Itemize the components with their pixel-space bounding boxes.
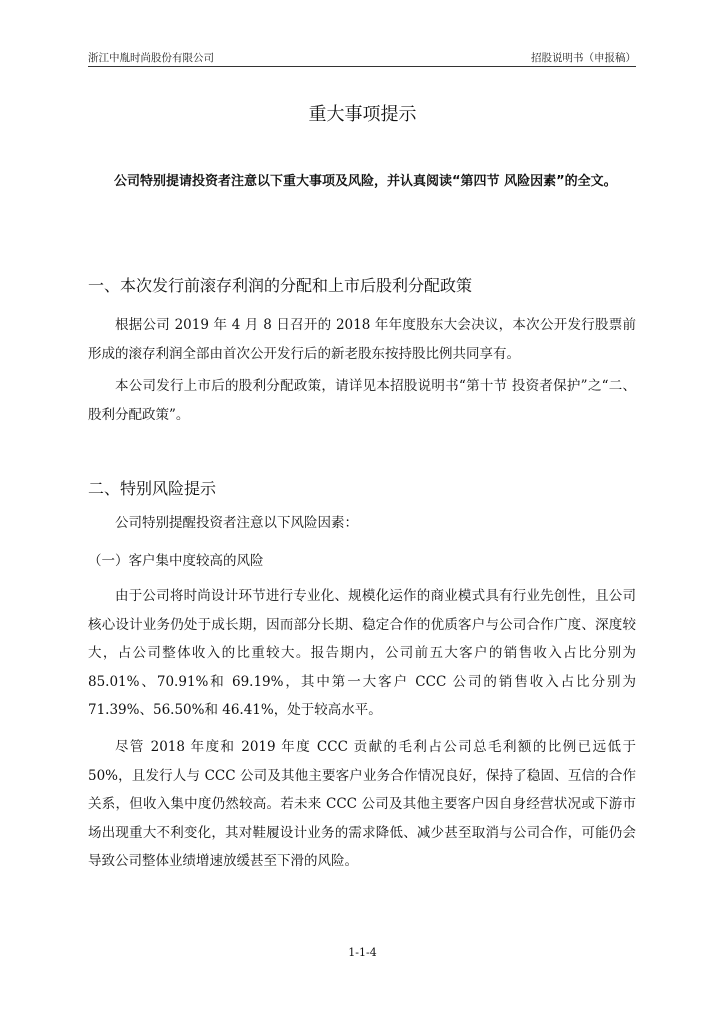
page-header — [88, 50, 636, 65]
page-number: 1-1-4 — [348, 946, 377, 959]
header-divider — [88, 66, 636, 67]
header-document-type: 招股说明书（申报稿） — [531, 52, 636, 64]
section-1-heading: 一、本次发行前滚存利润的分配和上市后股利分配政策 — [88, 276, 473, 295]
section-2-paragraph-1: 公司特别提醒投资者注意以下风险因素： — [115, 515, 358, 531]
page-title: 重大事项提示 — [308, 104, 417, 125]
header-company-name: 浙江中胤时尚股份有限公司 — [88, 52, 214, 64]
subsection-heading: （一）客户集中度较高的风险 — [88, 553, 264, 569]
section-2-heading: 二、特别风险提示 — [88, 479, 217, 498]
section-2-paragraph-2: 由于公司将时尚设计环节进行专业化、规模化运作的商业模式具有行业先创性，且公司核心设计业务仍处于成长期，因而部分长期、稳定合作的优质客户与公司合作广度、深度较大，占公司整体收入的比重较大。报告期内，公司前五大客户的销售收入占比分别为 85.01%、70.91%和 69.19%，其中第一大客户 CCC 公司的销售收入占比分别为 71.39%、56.50%和 46.41%，处于较高水平。 — [88, 588, 636, 718]
section-1-paragraph-1: 根据公司 2019 年 4 月 8 日召开的 2018 年年度股东大会决议，本次公开发行股票前形成的滚存利润全部由首次公开发行后的新老股东按持股比例共同享有。 — [88, 317, 636, 362]
intro-paragraph: 公司特别提请投资者注意以下重大事项及风险，并认真阅读“第四节 风险因素”的全文。 — [114, 174, 617, 189]
section-2-paragraph-3: 尽管 2018 年度和 2019 年度 CCC 贡献的毛利占公司总毛利额的比例已远低于 50%，且发行人与 CCC 公司及其他主要客户业务合作情况良好，保持了稳固、互信的合作关系，但收入集中度仍然较高。若未来 CCC 公司及其他主要客户因自身经营状况或下游市场出现重大不利变化，其对鞋履设计业务的需求降低、减少甚至取消与公司合作，可能仍会导致公司整体业绩增速放缓甚至下滑的风险。 — [88, 739, 636, 869]
section-1-paragraph-2: 本公司发行上市后的股利分配政策，请详见本招股说明书“第十节 投资者保护”之“二、股利分配政策”。 — [88, 378, 636, 423]
